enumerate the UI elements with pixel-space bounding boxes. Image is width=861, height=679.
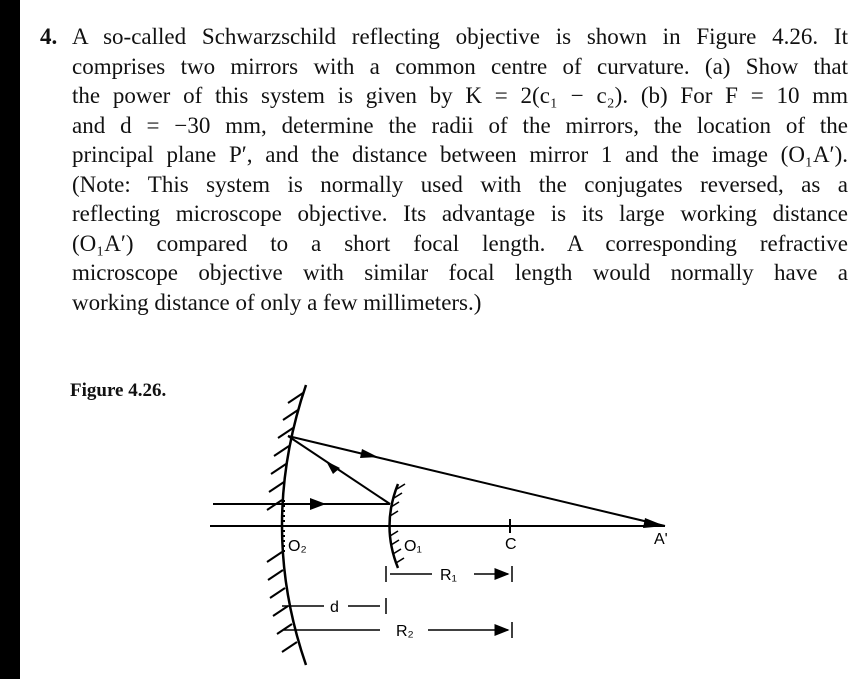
ray-arrow [326,461,340,474]
problem-line: the power of this system is given by K = 2(c₁ − c₂). (b) For F = 10 mm [72,83,848,108]
problem-number: 4. [40,24,58,49]
problem-line: (O₁A′) compared to a short focal length. A corresponding refractive [72,230,848,256]
problem-line: comprises two mirrors with a common centre of curvature. (a) Show that [72,53,848,79]
label-r2: R₂ [396,623,414,640]
figure-caption: Figure 4.26. [70,380,167,401]
reflected-ray-1 [288,436,390,504]
problem-line: working distance of only a few millimeters.) [72,289,482,315]
label-o2: O₂ [288,538,307,555]
label-c: C [505,536,517,553]
problem-line: A so-called Schwarzschild reflecting objective is shown in Figure 4.26. It [72,24,848,49]
ray-arrow [310,498,326,510]
problem-line: reflecting microscope objective. Its advantage is its large working distance [72,201,848,226]
problem-line: microscope objective with similar focal length would normally have a [72,260,848,285]
label-d: d [330,599,339,616]
problem-line: principal plane P′, and the distance between mirror 1 and the image (O₁A′). [72,142,848,167]
label-o1: O₁ [404,538,422,555]
problem-line: and d = −30 mm, determine the radii of the mirrors, the location of the [72,112,848,138]
problem-line: (Note: This system is normally used with the conjugates reversed, as a [72,171,848,197]
ray-arrow [360,449,378,458]
label-a-prime: A' [654,531,668,548]
reflected-ray-2 [288,436,665,526]
label-r1: R₁ [440,567,457,584]
mirror-2-hatching [267,393,303,652]
